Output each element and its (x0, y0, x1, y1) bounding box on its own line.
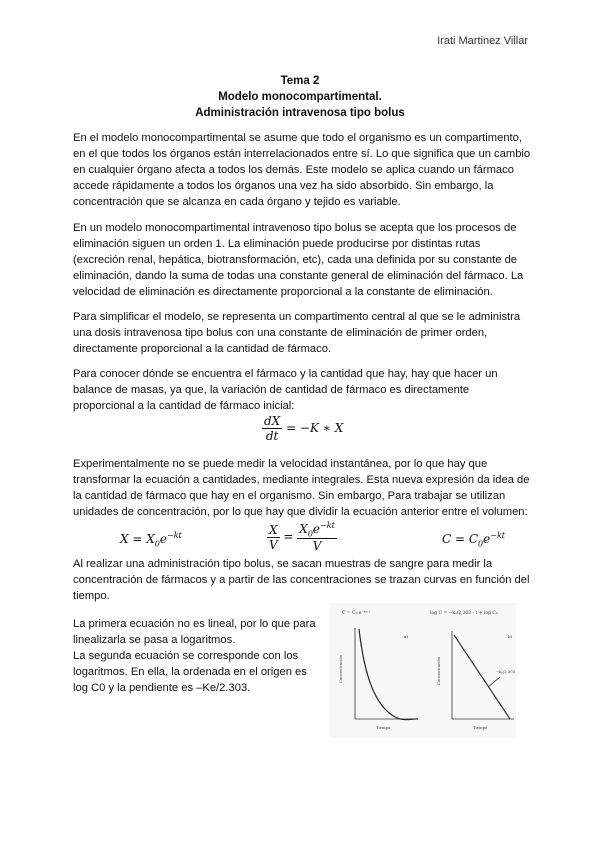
text-line: tiempo. (73, 590, 110, 602)
text-line: Experimentalmente no se puede medir la velocidad instantánea, por lo que hay que (73, 458, 488, 470)
eq-sub: 0 (307, 529, 313, 539)
pharmacokinetic-figure (330, 603, 516, 738)
text-line: proporcional a la cantidad de fármaco inicial: (73, 400, 295, 412)
text-line: en cualquier órgano afecta a todos los demás. Este modelo se aplica cuando un fármaco (73, 164, 514, 176)
slope-label: −kₑ/2,303 (496, 669, 516, 674)
eq-text: e (159, 532, 167, 546)
figure-background (330, 603, 516, 738)
text-line: Para conocer dónde se encuentra el fármaco y la cantidad que hay, hay que hacer un (73, 368, 498, 380)
text-line: accede rápidamente a todos los órganos una vez ha sido absorbido. Sin embargo, la (73, 180, 494, 192)
eq-numerator: dX (264, 414, 281, 428)
eq-sub: 0 (478, 539, 484, 549)
text-line: La primera ecuación no es lineal, por lo que para (73, 618, 316, 630)
text-line: balance de masas, ya que, la variación de cantidad de fármaco es directamente (73, 384, 470, 396)
eq-text: e (483, 532, 491, 546)
amount-equation (120, 531, 182, 548)
eq-rhs: = −K ∗ X (286, 421, 344, 435)
left-y-label: Concentración (338, 654, 343, 683)
volume-equation (267, 521, 337, 553)
eq-text: e (312, 522, 321, 536)
right-x-label: Tiempo (473, 725, 488, 730)
text-line: la cantidad de fármaco que hay en el organismo. Sin embargo, Para trabajar se utilizan (73, 490, 506, 502)
left-plot-title: C = C₀·e⁻ᵏᵉ·ᵗ (342, 611, 370, 616)
text-line: transformar la ecuación a cantidades, mediante integrales. Esta nueva expresión da idea de (73, 474, 530, 486)
paragraph-logarithms (73, 616, 316, 696)
eq-denominator: dt (265, 429, 279, 443)
rate-equation (262, 414, 343, 443)
text-line: unidades de concentración, por lo que hay que dividir la ecuación anterior entre el volumen: (73, 506, 528, 518)
paragraph-bolus (73, 556, 529, 604)
right-y-label: Concentración (436, 656, 441, 685)
eq-text: = (283, 529, 294, 544)
author-name: Irati Martinez Villar (437, 35, 528, 47)
eq-text: C = C (442, 532, 479, 546)
text-line: En el modelo monocompartimental se asume que todo el organismo es un compartimento, (73, 132, 522, 144)
text-line: (excreción renal, hepática, biotransformación, etc), cada una definida por su constante de (73, 254, 518, 266)
text-line: en el que todos los órganos están interrelacionados entre sí. Lo que significa que un cambio (73, 148, 531, 160)
text-line: La segunda ecuación se corresponde con los (73, 650, 299, 662)
text-line: concentración que se alcanza en cada órgano y tejido es variable. (73, 196, 401, 208)
eq-numerator: X (269, 522, 278, 537)
title-line: Administración intravenosa tipo bolus (195, 107, 405, 119)
paragraph-intro (73, 130, 530, 210)
text-line: concentración de fármacos y a partir de las concentraciones se trazan curvas en función del (73, 574, 530, 586)
eq-exp: −kt (490, 531, 506, 540)
left-x-label: Tiempo (376, 725, 391, 730)
right-plot-tag: b) (508, 634, 513, 639)
text-line: log C0 y la pendiente es –Ke/2.303. (73, 682, 251, 694)
right-plot-title: log C = −kₑ/2,303 · t + log C₀ (430, 611, 498, 616)
title-line: Modelo monocompartimental. (218, 91, 382, 103)
text-line: eliminación, dando la suma de todas una constante general de eliminación del fármaco. La (73, 270, 524, 282)
concentration-equation (442, 531, 505, 548)
document-title (0, 73, 600, 121)
text-line: eliminación siguen un orden 1. La eliminación puede producirse por distintas rutas (73, 238, 481, 250)
paragraph-mass-balance (73, 366, 498, 414)
text-line: En un modelo monocompartimental intravenoso tipo bolus se acepta que los procesos de (73, 222, 517, 234)
title-line: Tema 2 (280, 75, 320, 87)
text-line: una dosis intravenosa tipo bolus con una constante de eliminación de primer orden, (73, 327, 488, 339)
eq-text: X (299, 522, 308, 536)
eq-denominator: V (268, 537, 278, 552)
eq-sub: 0 (154, 539, 160, 549)
eq-denominator: V (312, 539, 322, 554)
paragraph-elimination (73, 220, 523, 300)
text-line: linealizarla se pasa a logaritmos. (73, 634, 236, 646)
eq-exp: −kt (320, 521, 335, 530)
paragraph-experimental (73, 456, 529, 520)
text-line: logaritmos. En ella, la ordenada en el origen es (73, 666, 307, 678)
text-line: directamente proporcional a la cantidad de fármaco. (73, 343, 332, 355)
text-line: Al realizar una administración tipo bolus, se sacan muestras de sangre para medir la (73, 558, 493, 570)
eq-text: X = X (120, 532, 155, 546)
paragraph-simplify (73, 309, 520, 357)
left-plot-tag: a) (404, 634, 408, 639)
eq-exp: −kt (166, 531, 182, 540)
text-line: Para simplificar el modelo, se representa un compartimento central al que se le administra (73, 311, 521, 323)
text-line: velocidad de eliminación es directamente proporcional a la constante de eliminación. (73, 286, 493, 298)
